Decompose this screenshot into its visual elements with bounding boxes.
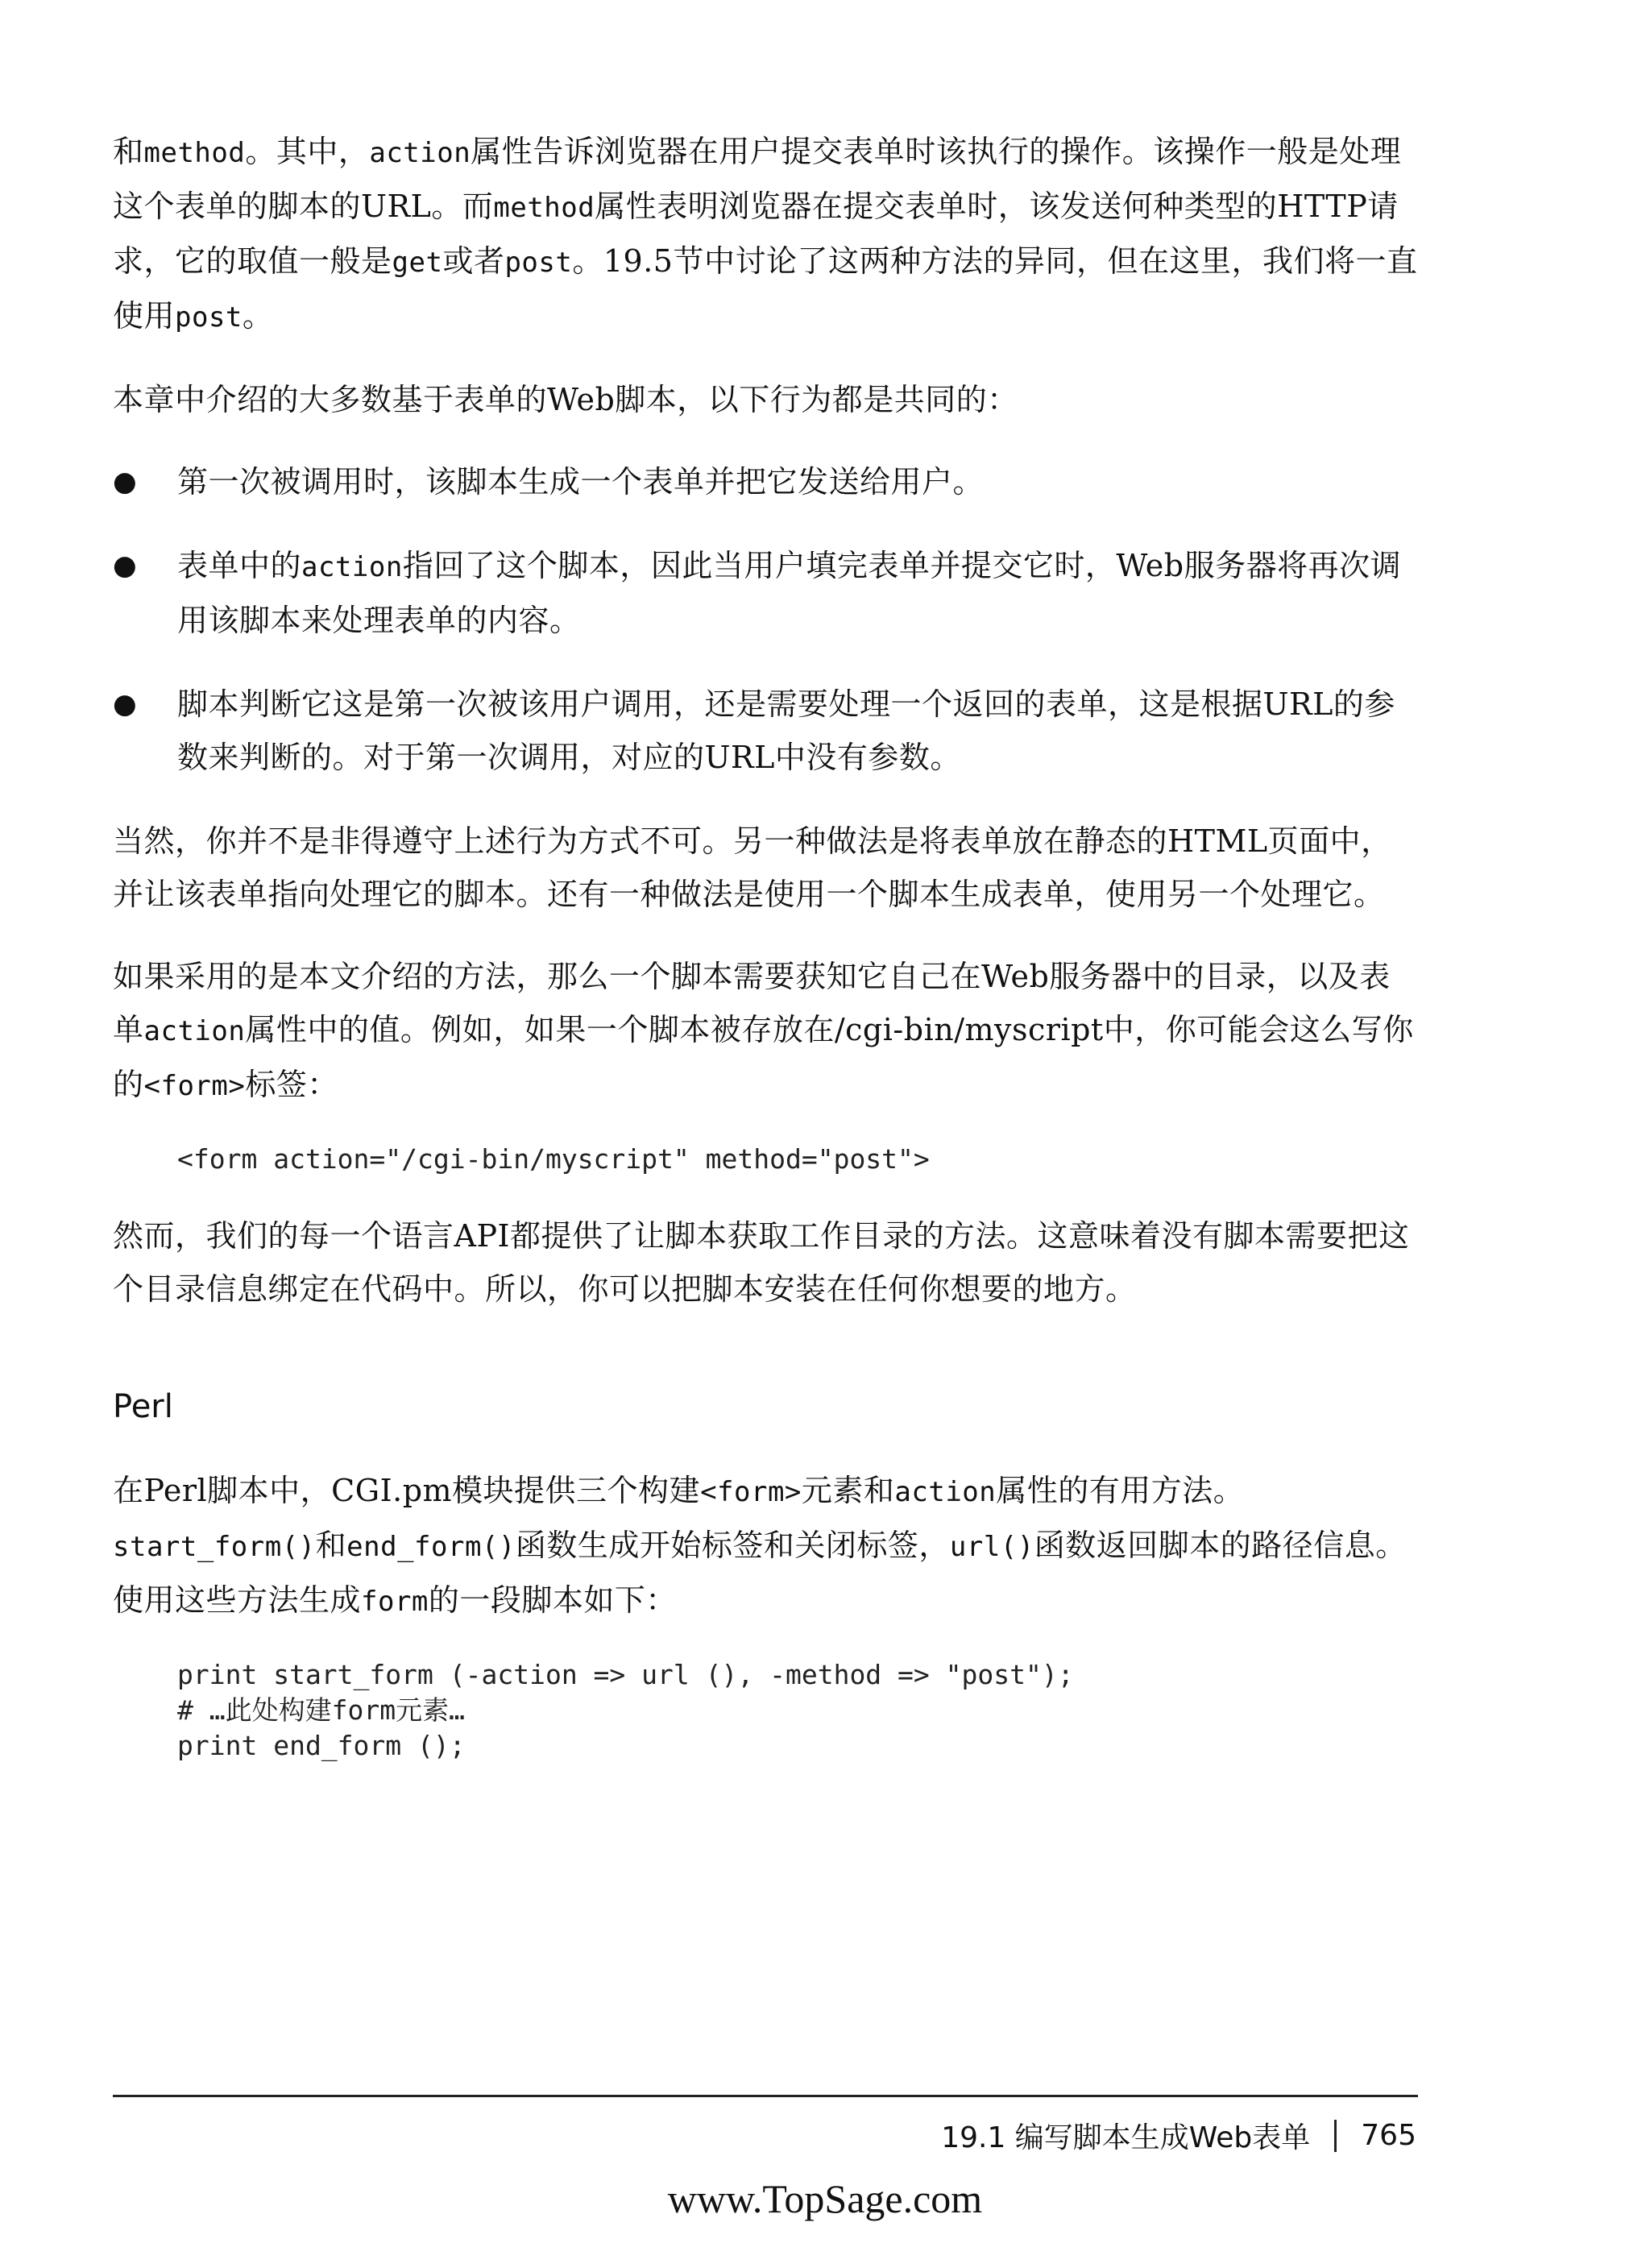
- text-run: 的一段脚本如下：: [428, 1582, 677, 1618]
- bullet-icon: ●: [113, 466, 138, 498]
- code-inline: method: [493, 192, 595, 224]
- code-block-form-tag: [177, 1142, 1418, 1177]
- bullet-text: 脚本判断它这是第一次被该用户调用，还是需要处理一个返回的表单，这是根据URL的参数来判断的。对于第一次调用，对应的URL中没有参数。: [177, 686, 1395, 775]
- text-run: 标签：: [245, 1067, 338, 1102]
- code-inline: get: [392, 247, 443, 279]
- code-inline: form: [361, 1586, 429, 1618]
- text-run: 属性表明浏览器在提交表单时，该发送何种类型的HTTP请求，它的取值一般是: [113, 189, 1399, 279]
- code-inline: start_form(): [113, 1531, 316, 1563]
- footer-section-title: 19.1 编写脚本生成Web表单: [941, 2121, 1311, 2154]
- code-inline: action: [143, 1015, 246, 1047]
- text-run: 。19.5节中讨论了这两种方法的异同，但在这里，我们将一直使用: [113, 243, 1418, 334]
- footer-separator: [1334, 2120, 1337, 2152]
- bullet-list: [113, 455, 1418, 784]
- text-run: 和: [315, 1528, 347, 1563]
- code-line: print end_form ();: [177, 1730, 466, 1761]
- text-run: 。: [242, 298, 274, 334]
- bullet-text: 表单中的: [177, 548, 302, 583]
- bullet-icon: ●: [113, 688, 138, 720]
- paragraph-6: [113, 1464, 1418, 1628]
- footer-divider: [113, 2095, 1418, 2097]
- bullet-text: 第一次被调用时，该脚本生成一个表单并把它发送给用户。: [177, 464, 985, 500]
- code-line: print start_form (-action => url (), -method => "post");: [177, 1659, 1074, 1690]
- code-inline: method: [143, 137, 246, 169]
- bullet-text: 指回了这个脚本，因此当用户填完表单并提交它时，Web服务器将再次调用该脚本来处理表单的内容。: [177, 548, 1402, 638]
- code-inline: action: [301, 551, 403, 583]
- text-run: 在Perl脚本中，CGI.pm模块提供三个构建: [113, 1473, 701, 1508]
- code-inline: post: [504, 247, 573, 279]
- paragraph-5: 然而，我们的每一个语言API都提供了让脚本获取工作目录的方法。这意味着没有脚本需要把这个目录信息绑定在代码中。所以，你可以把脚本安装在任何你想要的地方。: [113, 1218, 1410, 1307]
- text-run: 。其中，: [245, 134, 370, 169]
- code-block-perl: [177, 1657, 1418, 1764]
- code-inline: action: [369, 137, 471, 169]
- code-inline: <form>: [700, 1476, 802, 1508]
- code-inline: action: [894, 1476, 997, 1508]
- text-run: 如果采用的是本文介绍的方法，那么一个脚本需要获知它自己在Web服务器中的目录，以及表单: [113, 959, 1391, 1047]
- page-number: 765: [1361, 2119, 1416, 2152]
- text-run: 元素和: [801, 1473, 895, 1508]
- bullet-item-1: [113, 455, 1418, 508]
- text-run: 函数返回脚本的路径信息。使用这些方法生成: [113, 1528, 1407, 1618]
- text-run: 或者: [442, 243, 505, 279]
- page-footer: [941, 2115, 1416, 2156]
- code-line: <form action="/cgi-bin/myscript" method="post">: [177, 1143, 930, 1175]
- watermark-url: www.TopSage.com: [667, 2176, 983, 2221]
- paragraph-4: [113, 950, 1418, 1113]
- paragraph-2: 本章中介绍的大多数基于表单的Web脚本，以下行为都是共同的：: [113, 382, 1018, 417]
- text-run: 和: [113, 134, 144, 169]
- text-run: 函数生成开始标签和关闭标签，: [515, 1528, 950, 1563]
- paragraph-1: [113, 125, 1418, 344]
- code-inline: end_form(): [346, 1531, 516, 1563]
- page-content: [113, 125, 1418, 1796]
- code-line: # …此处构建form元素…: [177, 1694, 465, 1726]
- paragraph-3: 当然，你并不是非得遵守上述行为方式不可。另一种做法是将表单放在静态的HTML页面中，并让该表单指向处理它的脚本。还有一种做法是使用一个脚本生成表单，使用另一个处理它。: [113, 823, 1392, 912]
- text-run: 属性的有用方法。: [996, 1473, 1245, 1508]
- code-inline: url(): [949, 1531, 1034, 1563]
- bullet-item-3: [113, 678, 1418, 784]
- text-run: 属性告诉浏览器在用户提交表单时该执行的操作。该操作一般是处理这个表单的脚本的URL。而: [113, 134, 1402, 224]
- text-run: 属性中的值。例如，如果一个脚本被存放在/cgi-bin/myscript中，你可能会这么写你的: [113, 1012, 1414, 1102]
- code-inline: <form>: [143, 1070, 246, 1102]
- bullet-icon: ●: [113, 549, 138, 582]
- code-inline: post: [175, 301, 243, 334]
- bullet-item-2: [113, 539, 1418, 647]
- section-heading: Perl: [113, 1388, 173, 1425]
